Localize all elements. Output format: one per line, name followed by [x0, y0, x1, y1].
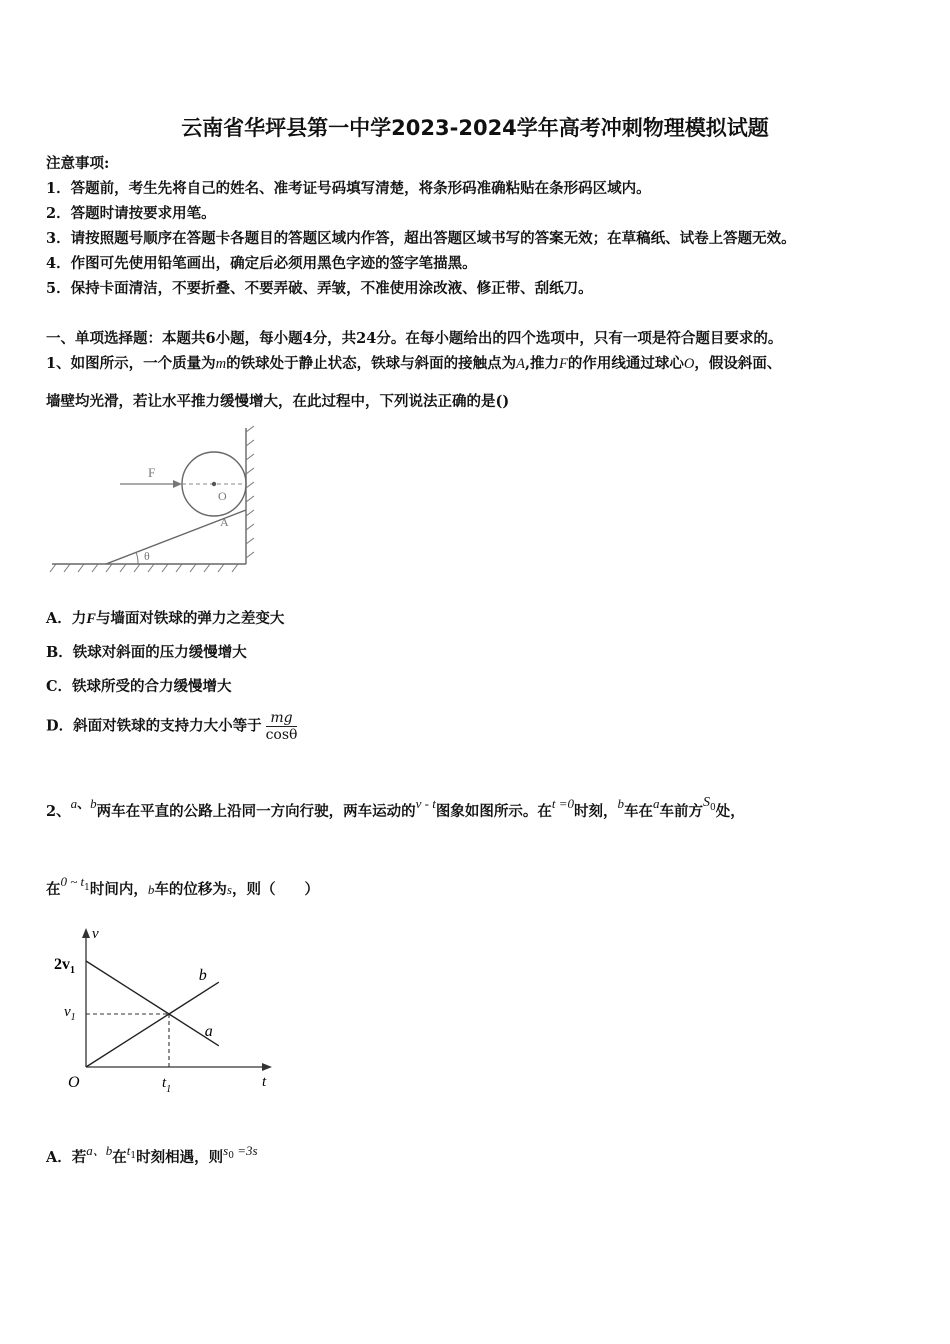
q1-option-d: D．斜面对铁球的支持力大小等于 $\frac{mg}{\cos\theta}$ [46, 710, 298, 743]
q2-option-a: A．若a、b在$t^1$时刻相遇，则$s^0 =3s$ [46, 1143, 258, 1166]
label-theta: θ [144, 549, 150, 563]
origin-label: O [68, 1074, 80, 1091]
q1-stem-line2: 墙壁均光滑，若让水平推力缓慢增大，在此过程中，下列说法正确的是() [46, 393, 510, 410]
x-axis-label: t [262, 1074, 267, 1090]
tick-label-t1: $t_1$ [162, 1075, 172, 1095]
q2-stem-line1: 2、a、b两车在平直的公路上沿同一方向行驶，两车运动的v - t图象如图所示。在t =0时刻，b车在a车前方$S^0$处， [46, 795, 745, 820]
q1-option-a: A．力F与墙面对铁球的弹力之差变大 [46, 610, 285, 627]
q2-stem-line2: 在0 ~ $t^1$时间内，b车的位移为s，则（ ） [46, 874, 319, 898]
q1-stem-line1: 1、如图所示，一个质量为m的铁球处于静止状态，铁球与斜面的接触点为A,推力F的作用线通过球心O，假设斜面、 [46, 355, 782, 372]
series-label-a: a [204, 1022, 213, 1040]
notice-item-4: 4．作图可先使用铅笔画出，确定后必须用黑色字迹的签字笔描黑。 [46, 255, 477, 272]
label-F: F [148, 465, 156, 480]
vt-chart [46, 922, 286, 1097]
tick-label-2v1: $2v_1$ [54, 956, 75, 976]
notice-heading: 注意事项: [46, 155, 110, 172]
q1-figure [46, 422, 276, 577]
notice-item-3: 3．请按照题号顺序在答题卡各题目的答题区域内作答，超出答题区域书写的答案无效；在草稿纸、试卷上答题无效。 [46, 230, 796, 247]
q1-option-b: B．铁球对斜面的压力缓慢增大 [46, 644, 247, 661]
section-heading: 一、单项选择题：本题共6小题，每小题4分，共24分。在每小题给出的四个选项中，只有一项是符合题目要求的。 [46, 330, 783, 347]
notice-item-5: 5．保持卡面清洁，不要折叠、不要弄破、弄皱，不准使用涂改液、修正带、刮纸刀。 [46, 280, 593, 297]
page-title: 云南省华坪县第一中学2023-2024学年高考冲刺物理模拟试题 [181, 116, 769, 140]
d-fraction: $\frac{mg}{\cos\theta}$ [265, 710, 298, 743]
y-axis-arrow-icon [82, 928, 90, 938]
label-O: O [218, 489, 227, 503]
notice-item-1: 1．答题前，考生先将自己的姓名、准考证号码填写清楚，将条形码准确粘贴在条形码区域内。 [46, 180, 651, 197]
y-axis-label: v [92, 926, 99, 942]
label-A: A [220, 515, 229, 529]
q1-option-c: C．铁球所受的合力缓慢增大 [46, 678, 232, 695]
series-label-b: b [198, 967, 207, 985]
tick-label-v1: $v_1$ [64, 1004, 76, 1023]
x-axis-arrow-icon [262, 1063, 272, 1071]
series-line-b [86, 982, 219, 1067]
notice-item-2: 2．答题时请按要求用笔。 [46, 205, 216, 222]
